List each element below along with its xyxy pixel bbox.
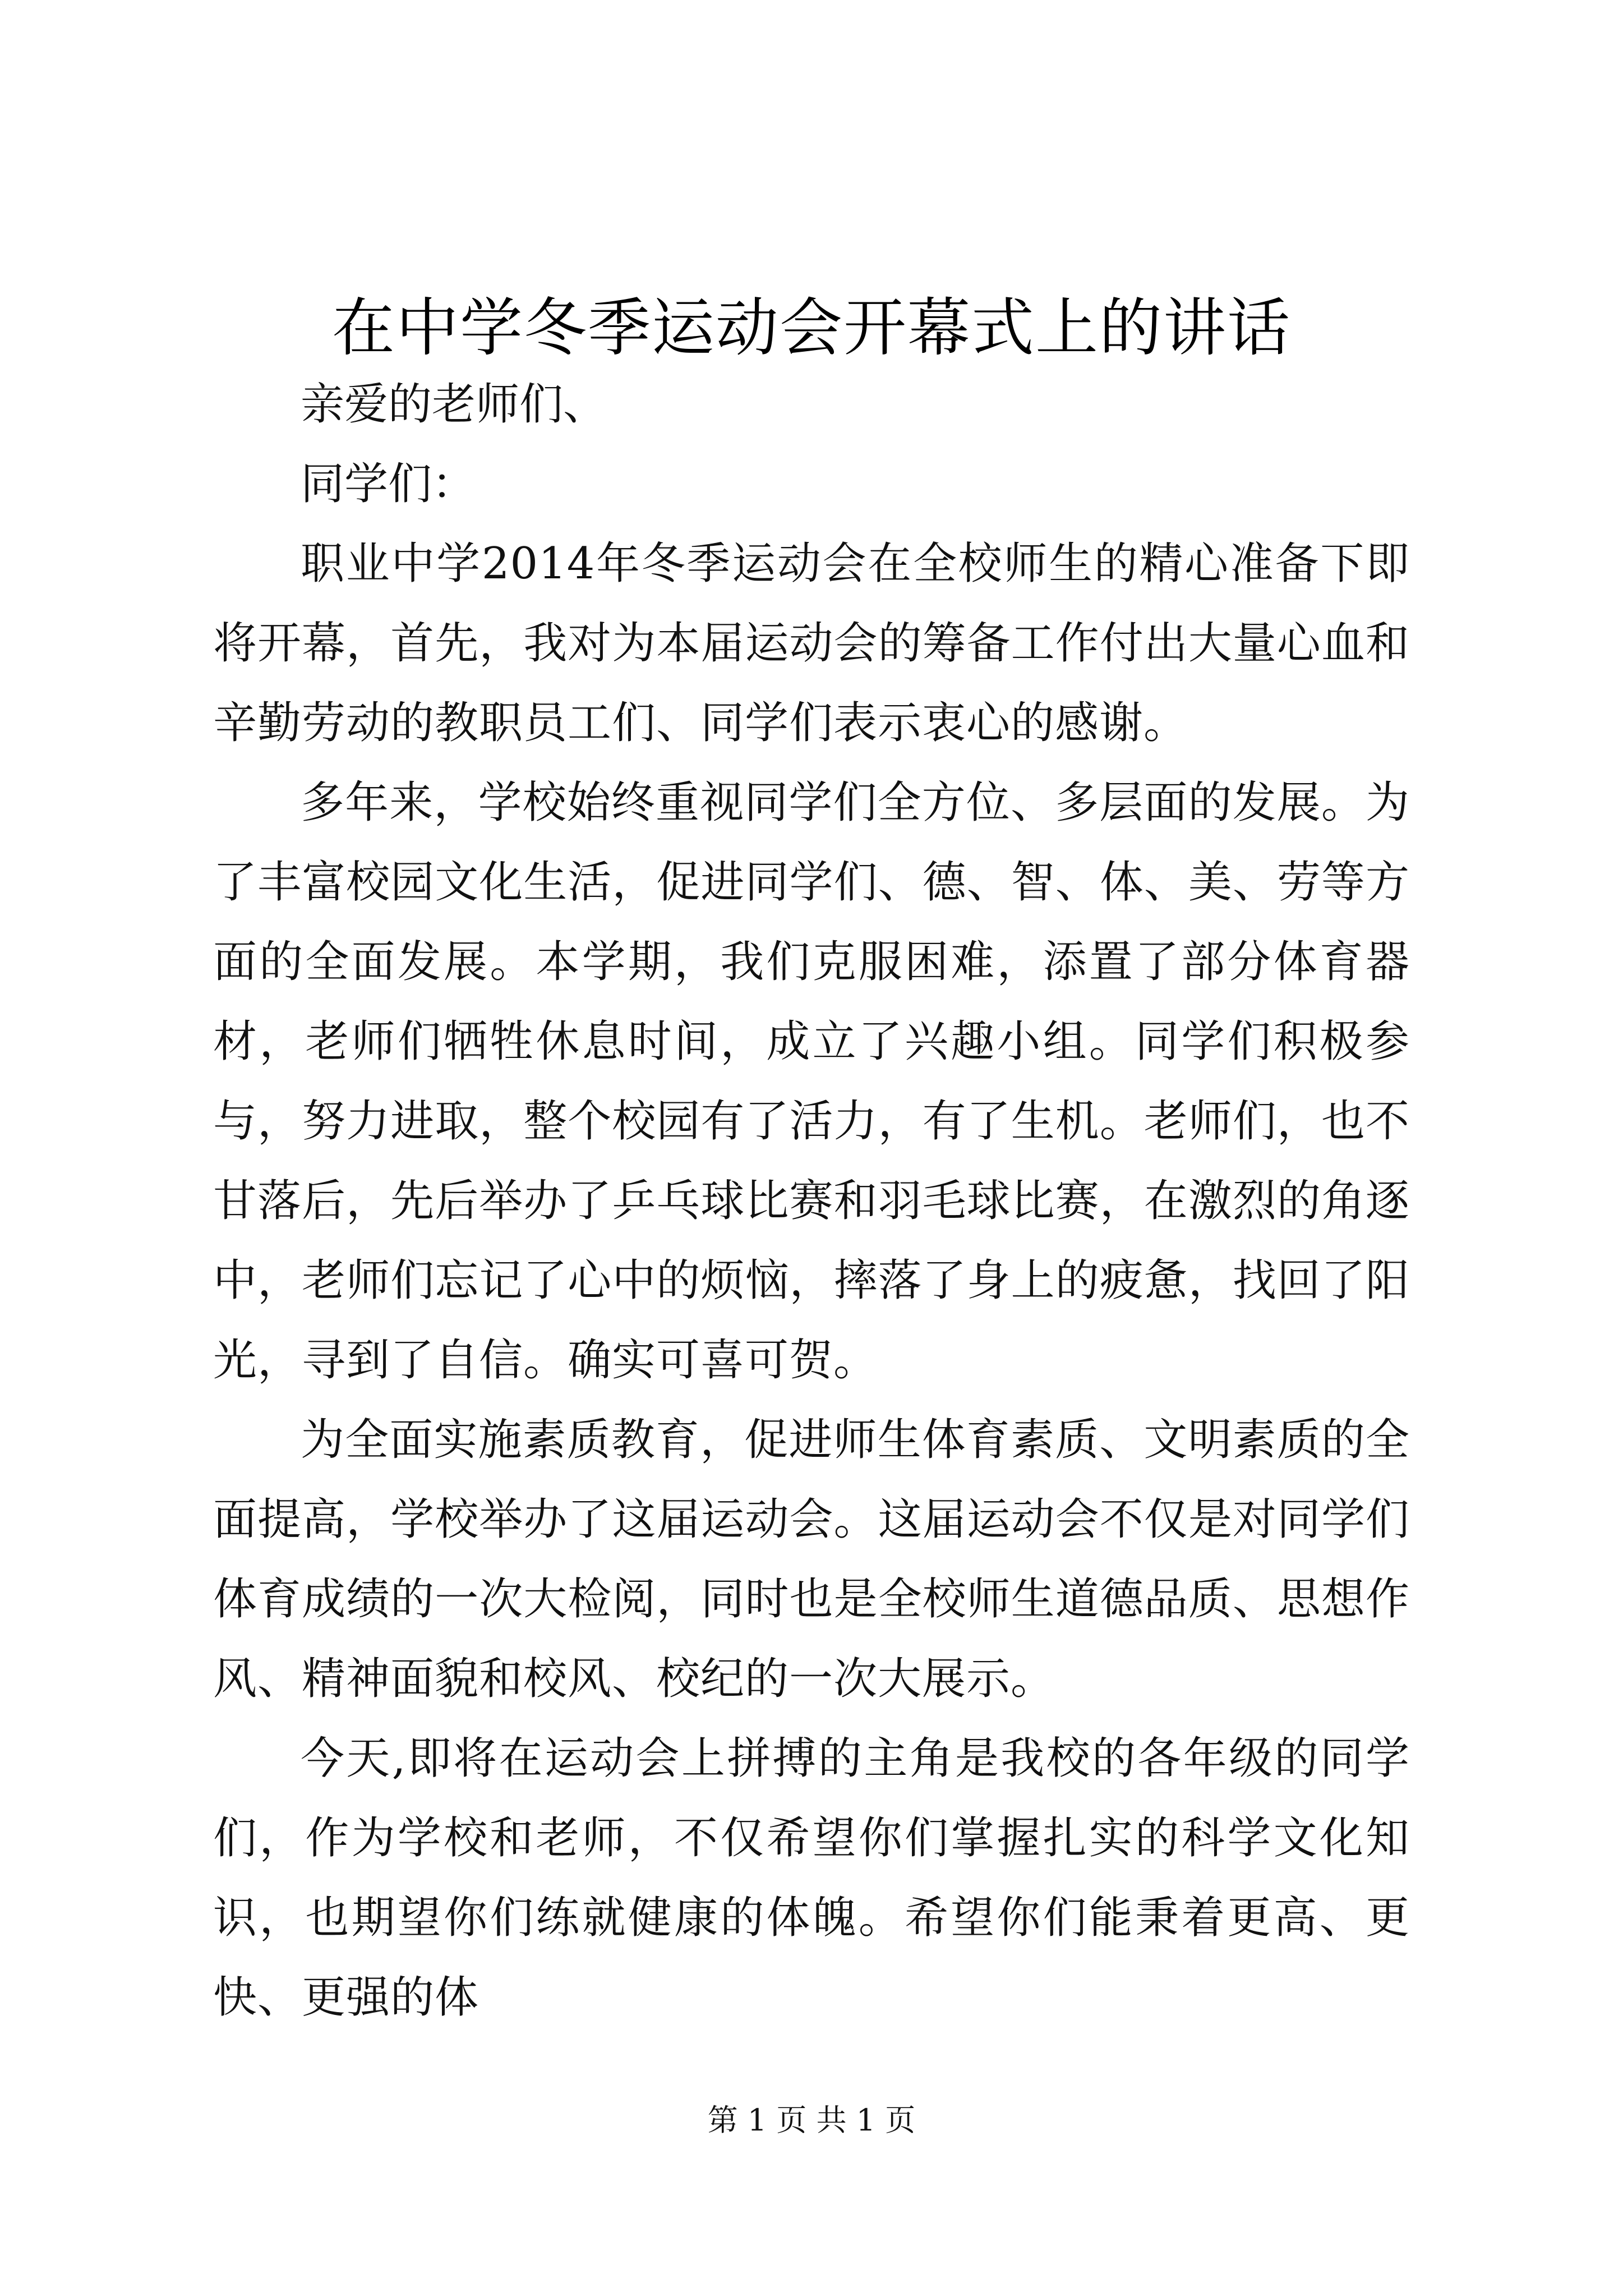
page-number-footer: 第 1 页 共 1 页 (707, 2102, 916, 2138)
salutation-teachers: 亲爱的老师们、 (301, 379, 607, 430)
paragraph-expectation: 今天,即将在运动会上拼搏的主角是我校的各年级的同学们，作为学校和老师，不仅希望你们掌握扎实的科学文化知识，也期望你们练就健康的体魄。希望你们能秉着更高、更快、更强的体 (213, 1733, 1410, 2023)
paragraph-opening: 职业中学2014年冬季运动会在全校师生的精心准备下即将开幕，首先，我对为本届运动会的筹备工作付出大量心血和辛勤劳动的教职员工们、同学们表示衷心的感谢。 (213, 539, 1410, 748)
paragraph-development: 多年来，学校始终重视同学们全方位、多层面的发展。为了丰富校园文化生活，促进同学们、德、智、体、美、劳等方面的全面发展。本学期，我们克服困难，添置了部分体育器材，老师们牺牲休息时间，成立了兴趣小组。同学们积极参与，努力进取，整个校园有了活力，有了生机。老师们，也不甘落后，先后举办了乒乓球比赛和羽毛球比赛，在激烈的角逐中，老师们忘记了心中的烦恼，摔落了身上的疲惫，找回了阳光，寻到了自信。确实可喜可贺。 (213, 777, 1410, 1386)
document-body (213, 365, 1410, 2037)
salutation-students: 同学们： (301, 459, 476, 509)
document-title: 在中学冬季运动会开幕式上的讲话 (332, 292, 1291, 365)
paragraph-purpose: 为全面实施素质教育，促进师生体育素质、文明素质的全面提高，学校举办了这届运动会。这届运动会不仅是对同学们体育成绩的一次大检阅，同时也是全校师生道德品质、思想作风、精神面貌和校风、校纪的一次大展示。 (213, 1415, 1410, 1704)
